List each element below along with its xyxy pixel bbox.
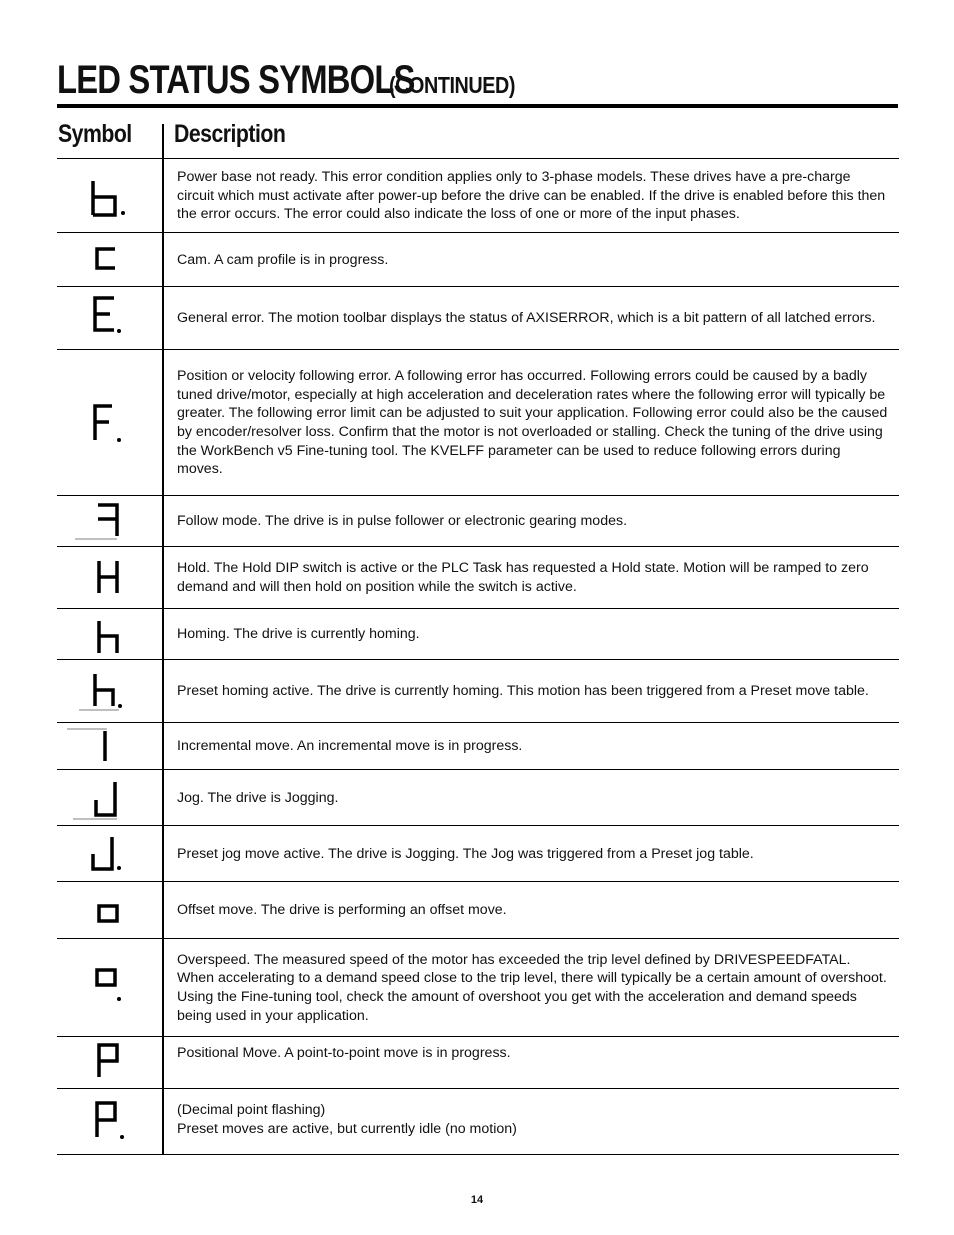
led-p-icon bbox=[57, 1037, 162, 1089]
page-title-main: LED STATUS SYMBOLS bbox=[57, 58, 415, 102]
table-row bbox=[57, 546, 899, 609]
page-title-continued: (CONTINUED) bbox=[389, 72, 516, 98]
page-number: 14 bbox=[470, 1194, 484, 1206]
row-description: Follow mode. The drive is in pulse follower or electronic gearing modes. bbox=[177, 513, 628, 530]
row-description: Power base not ready. This error condition applies only to 3-phase models. These drives have a pre-charge circuit which must activate after power-up before the drive can be enabled. If the drive is enabled before this then the error occurs. The error could also indicate the loss of one or more of the input phases. bbox=[177, 169, 886, 223]
table-row bbox=[57, 286, 899, 350]
row-description: Preset homing active. The drive is currently homing. This motion has been triggered from a Preset move table. bbox=[177, 683, 869, 700]
table-row bbox=[57, 722, 899, 770]
led-j-icon bbox=[57, 770, 162, 826]
table-row bbox=[57, 825, 899, 882]
page-title bbox=[57, 58, 516, 103]
led-o-dot-icon bbox=[57, 939, 162, 1037]
row-description: Overspeed. The measured speed of the motor has exceeded the trip level defined by DRIVESPEEDFATAL. When accelerating to a demand speed close to the trip level, there will typically be a certain amount of overshoot. Using the Fine-tuning tool, check the amount of overshoot you get with the acceleration and demand speeds being used in your application. bbox=[177, 951, 887, 1024]
led-i-icon bbox=[57, 723, 162, 770]
led-h-lower-icon bbox=[57, 609, 162, 660]
table-row bbox=[57, 158, 899, 233]
led-o-icon bbox=[57, 882, 162, 939]
row-description: Jog. The drive is Jogging. bbox=[177, 789, 339, 806]
table-row bbox=[57, 349, 899, 496]
led-h-lower-dot-icon bbox=[57, 660, 162, 723]
row-description: General error. The motion toolbar displays the status of AXISERROR, which is a bit pattern of all latched errors. bbox=[177, 310, 876, 327]
row-description: Incremental move. An incremental move is in progress. bbox=[177, 738, 523, 755]
row-description: Preset jog move active. The drive is Jogging. The Jog was triggered from a Preset jog table. bbox=[177, 845, 754, 862]
led-p-dot-icon bbox=[57, 1089, 162, 1154]
row-description-line2: Preset moves are active, but currently idle (no motion) bbox=[177, 1120, 517, 1137]
row-description: Positional Move. A point-to-point move is in progress. bbox=[177, 1045, 511, 1061]
table-row bbox=[57, 938, 899, 1037]
table-row bbox=[57, 769, 899, 826]
title-rule bbox=[57, 104, 898, 108]
table-row bbox=[57, 495, 899, 547]
led-f-dot-icon bbox=[57, 350, 162, 496]
row-description: Cam. A cam profile is in progress. bbox=[177, 251, 389, 268]
row-description: Homing. The drive is currently homing. bbox=[177, 626, 420, 643]
table-row bbox=[57, 232, 899, 287]
led-c-icon bbox=[57, 233, 162, 287]
row-description: Offset move. The drive is performing an offset move. bbox=[177, 902, 507, 919]
led-e-dot-icon bbox=[57, 287, 162, 350]
led-g-icon bbox=[57, 496, 162, 547]
led-h-upper-icon bbox=[57, 547, 162, 609]
table-row bbox=[57, 1088, 899, 1155]
column-header-description: Description bbox=[174, 120, 286, 148]
led-j-dot-icon bbox=[57, 826, 162, 882]
table-row bbox=[57, 1036, 899, 1089]
row-description: Hold. The Hold DIP switch is active or the PLC Task has requested a Hold state. Motion will be ramped to zero demand and will then hold on position while the switch is active. bbox=[177, 560, 869, 595]
led-b-dot-icon bbox=[57, 159, 162, 233]
table-row bbox=[57, 608, 899, 660]
column-header-symbol: Symbol bbox=[58, 120, 132, 148]
table-row bbox=[57, 659, 899, 723]
row-description-line1: (Decimal point flashing) bbox=[177, 1102, 326, 1118]
table-row bbox=[57, 881, 899, 939]
row-description: Position or velocity following error. A following error has occurred. Following errors could be caused by a badly tuned drive/motor, especially at high acceleration and deceleration rates where the following error will typically be greater. The following error limit can be adjusted to suit your application. Following error could also be the caused by encoder/resolver loss. Confirm that the motor is not overloaded or stalling. Check the tuning of the drive using the WorkBench v5 Fine-tuning tool. The KVELFF parameter can be used to reduce following errors during moves. bbox=[177, 368, 888, 478]
